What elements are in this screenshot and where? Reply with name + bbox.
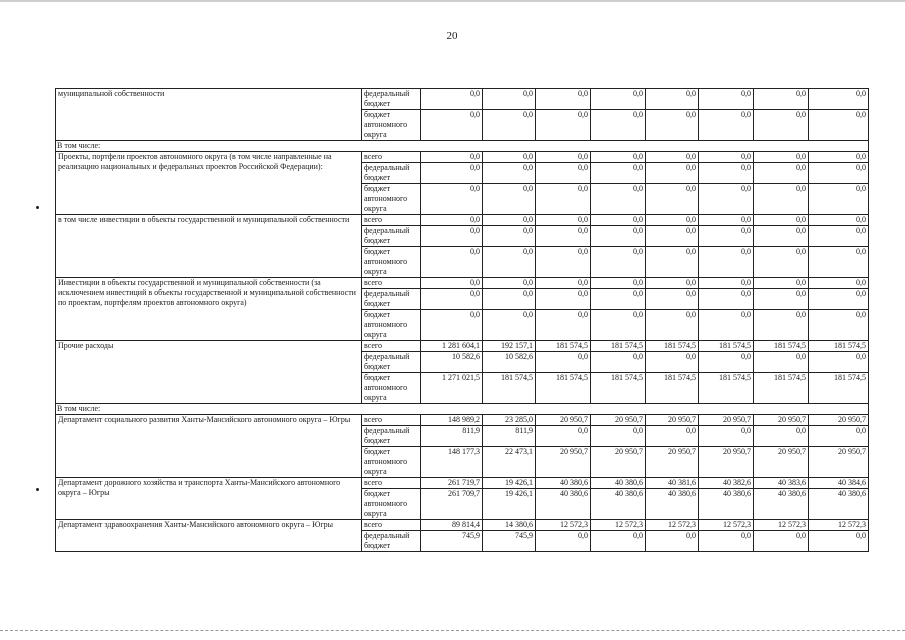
- funding-source: федеральный бюджет: [362, 531, 421, 552]
- value-cell: 40 380,6: [536, 489, 591, 520]
- table-row: [56, 341, 869, 352]
- value-cell: 0,0: [699, 152, 754, 163]
- value-cell: 0,0: [754, 278, 809, 289]
- value-cell: 0,0: [591, 89, 646, 110]
- value-cell: 811,9: [421, 426, 483, 447]
- value-cell: 0,0: [536, 426, 591, 447]
- funding-source: бюджет автономного округа: [362, 110, 421, 141]
- value-cell: 40 383,6: [754, 478, 809, 489]
- value-cell: 40 381,6: [646, 478, 699, 489]
- value-cell: 12 572,3: [646, 520, 699, 531]
- value-cell: 0,0: [809, 184, 869, 215]
- value-cell: 0,0: [646, 278, 699, 289]
- value-cell: 0,0: [646, 247, 699, 278]
- value-cell: 0,0: [646, 426, 699, 447]
- value-cell: 40 384,6: [809, 478, 869, 489]
- value-cell: 0,0: [699, 247, 754, 278]
- value-cell: 0,0: [536, 89, 591, 110]
- value-cell: 0,0: [646, 110, 699, 141]
- value-cell: 0,0: [591, 352, 646, 373]
- value-cell: 0,0: [809, 163, 869, 184]
- funding-source: всего: [362, 341, 421, 352]
- subheader-label: В том числе:: [56, 141, 869, 152]
- value-cell: 0,0: [536, 289, 591, 310]
- value-cell: 0,0: [421, 110, 483, 141]
- value-cell: 0,0: [483, 89, 536, 110]
- value-cell: 0,0: [699, 163, 754, 184]
- value-cell: 0,0: [536, 310, 591, 341]
- value-cell: 0,0: [646, 352, 699, 373]
- value-cell: 0,0: [421, 310, 483, 341]
- value-cell: 20 950,7: [699, 447, 754, 478]
- value-cell: 261 709,7: [421, 489, 483, 520]
- value-cell: 0,0: [754, 163, 809, 184]
- top-border: [0, 0, 905, 2]
- funding-source: федеральный бюджет: [362, 289, 421, 310]
- value-cell: 0,0: [421, 89, 483, 110]
- value-cell: 0,0: [754, 184, 809, 215]
- value-cell: 1 281 604,1: [421, 341, 483, 352]
- value-cell: 0,0: [646, 152, 699, 163]
- funding-source: федеральный бюджет: [362, 226, 421, 247]
- value-cell: 0,0: [699, 215, 754, 226]
- value-cell: 181 574,5: [809, 373, 869, 404]
- value-cell: 40 380,6: [809, 489, 869, 520]
- value-cell: 40 380,6: [591, 478, 646, 489]
- value-cell: 0,0: [754, 215, 809, 226]
- table-row: [56, 520, 869, 531]
- value-cell: 0,0: [809, 426, 869, 447]
- value-cell: 14 380,6: [483, 520, 536, 531]
- funding-source: бюджет автономного округа: [362, 373, 421, 404]
- value-cell: 0,0: [483, 310, 536, 341]
- row-name: муниципальной собственности: [56, 89, 362, 141]
- value-cell: 0,0: [754, 352, 809, 373]
- funding-source: бюджет автономного округа: [362, 247, 421, 278]
- value-cell: 0,0: [483, 289, 536, 310]
- value-cell: 0,0: [536, 247, 591, 278]
- value-cell: 148 989,2: [421, 415, 483, 426]
- value-cell: 20 950,7: [646, 415, 699, 426]
- budget-table: [55, 88, 869, 552]
- value-cell: 0,0: [754, 289, 809, 310]
- value-cell: 0,0: [536, 278, 591, 289]
- value-cell: 181 574,5: [646, 373, 699, 404]
- value-cell: 0,0: [536, 184, 591, 215]
- row-name: Департамент социального развития Ханты-Мансийского автономного округа – Югры: [56, 415, 362, 478]
- value-cell: 89 814,4: [421, 520, 483, 531]
- funding-source: всего: [362, 278, 421, 289]
- value-cell: 0,0: [536, 226, 591, 247]
- value-cell: 181 574,5: [809, 341, 869, 352]
- table-row: [56, 278, 869, 289]
- value-cell: 1 271 021,5: [421, 373, 483, 404]
- value-cell: 0,0: [483, 215, 536, 226]
- value-cell: 0,0: [646, 215, 699, 226]
- value-cell: 0,0: [483, 226, 536, 247]
- value-cell: 40 380,6: [646, 489, 699, 520]
- value-cell: 0,0: [591, 215, 646, 226]
- value-cell: 0,0: [483, 163, 536, 184]
- value-cell: 181 574,5: [591, 341, 646, 352]
- value-cell: 22 473,1: [483, 447, 536, 478]
- value-cell: 0,0: [809, 278, 869, 289]
- value-cell: 20 950,7: [536, 447, 591, 478]
- value-cell: 811,9: [483, 426, 536, 447]
- value-cell: 181 574,5: [699, 373, 754, 404]
- value-cell: 0,0: [809, 531, 869, 552]
- value-cell: 0,0: [699, 110, 754, 141]
- value-cell: 0,0: [809, 289, 869, 310]
- value-cell: 0,0: [421, 289, 483, 310]
- funding-source: всего: [362, 520, 421, 531]
- row-name: Проекты, портфели проектов автономного округа (в том числе направленные на реализацию национальных и федеральных проектов Российской Федерации):: [56, 152, 362, 215]
- value-cell: 20 950,7: [536, 415, 591, 426]
- funding-source: бюджет автономного округа: [362, 489, 421, 520]
- value-cell: 20 950,7: [754, 415, 809, 426]
- value-cell: 0,0: [754, 226, 809, 247]
- value-cell: 12 572,3: [809, 520, 869, 531]
- value-cell: 0,0: [591, 531, 646, 552]
- value-cell: 19 426,1: [483, 478, 536, 489]
- value-cell: 0,0: [754, 531, 809, 552]
- value-cell: 0,0: [591, 426, 646, 447]
- value-cell: 10 582,6: [421, 352, 483, 373]
- margin-dot: [36, 488, 39, 491]
- funding-source: федеральный бюджет: [362, 89, 421, 110]
- row-name: Департамент здравоохранения Ханты-Мансийского автономного округа – Югры: [56, 520, 362, 552]
- value-cell: 0,0: [754, 247, 809, 278]
- value-cell: 0,0: [754, 310, 809, 341]
- value-cell: 181 574,5: [591, 373, 646, 404]
- value-cell: 0,0: [699, 289, 754, 310]
- value-cell: 0,0: [809, 352, 869, 373]
- value-cell: 0,0: [536, 531, 591, 552]
- value-cell: 40 380,6: [536, 478, 591, 489]
- value-cell: 0,0: [646, 310, 699, 341]
- value-cell: 0,0: [591, 226, 646, 247]
- value-cell: 181 574,5: [646, 341, 699, 352]
- value-cell: 0,0: [421, 215, 483, 226]
- value-cell: 0,0: [536, 352, 591, 373]
- funding-source: бюджет автономного округа: [362, 184, 421, 215]
- value-cell: 12 572,3: [699, 520, 754, 531]
- value-cell: 0,0: [646, 184, 699, 215]
- value-cell: 0,0: [421, 247, 483, 278]
- value-cell: 0,0: [483, 247, 536, 278]
- value-cell: 0,0: [699, 278, 754, 289]
- value-cell: 181 574,5: [699, 341, 754, 352]
- funding-source: всего: [362, 415, 421, 426]
- value-cell: 20 950,7: [754, 447, 809, 478]
- value-cell: 40 380,6: [754, 489, 809, 520]
- value-cell: 0,0: [483, 110, 536, 141]
- value-cell: 0,0: [754, 426, 809, 447]
- value-cell: 20 950,7: [591, 447, 646, 478]
- value-cell: 0,0: [809, 226, 869, 247]
- value-cell: 12 572,3: [536, 520, 591, 531]
- funding-source: бюджет автономного округа: [362, 310, 421, 341]
- value-cell: 0,0: [591, 110, 646, 141]
- value-cell: 0,0: [536, 152, 591, 163]
- funding-source: федеральный бюджет: [362, 352, 421, 373]
- value-cell: 0,0: [699, 426, 754, 447]
- value-cell: 181 574,5: [754, 341, 809, 352]
- value-cell: 181 574,5: [754, 373, 809, 404]
- value-cell: 0,0: [421, 152, 483, 163]
- value-cell: 0,0: [421, 226, 483, 247]
- value-cell: 0,0: [591, 163, 646, 184]
- value-cell: 12 572,3: [754, 520, 809, 531]
- value-cell: 20 950,7: [591, 415, 646, 426]
- value-cell: 0,0: [809, 89, 869, 110]
- value-cell: 0,0: [646, 163, 699, 184]
- funding-source: всего: [362, 478, 421, 489]
- value-cell: 20 950,7: [646, 447, 699, 478]
- subheader-label: В том числе:: [56, 404, 869, 415]
- row-name: в том числе инвестиции в объекты государственной и муниципальной собственности: [56, 215, 362, 278]
- value-cell: 0,0: [809, 247, 869, 278]
- value-cell: 0,0: [699, 184, 754, 215]
- value-cell: 0,0: [809, 310, 869, 341]
- value-cell: 0,0: [536, 163, 591, 184]
- value-cell: 0,0: [421, 278, 483, 289]
- value-cell: 0,0: [809, 152, 869, 163]
- value-cell: 20 950,7: [699, 415, 754, 426]
- value-cell: 0,0: [699, 89, 754, 110]
- value-cell: 0,0: [483, 152, 536, 163]
- row-name: Инвестиции в объекты государственной и муниципальной собственности (за исключением инвестиций в объекты государственной и муниципальной собственности по проектам, портфелям проектов автономного округа): [56, 278, 362, 341]
- subheader-row: [56, 141, 869, 152]
- value-cell: 0,0: [809, 215, 869, 226]
- value-cell: 0,0: [483, 278, 536, 289]
- value-cell: 20 950,7: [809, 447, 869, 478]
- value-cell: 0,0: [699, 226, 754, 247]
- subheader-row: [56, 404, 869, 415]
- value-cell: 12 572,3: [591, 520, 646, 531]
- value-cell: 181 574,5: [536, 341, 591, 352]
- table-row: [56, 478, 869, 489]
- table-row: [56, 89, 869, 110]
- value-cell: 10 582,6: [483, 352, 536, 373]
- value-cell: 0,0: [646, 89, 699, 110]
- value-cell: 0,0: [754, 152, 809, 163]
- row-name: Прочие расходы: [56, 341, 362, 404]
- row-name: Департамент дорожного хозяйства и транспорта Ханты-Мансийского автономного округа – Югры: [56, 478, 362, 520]
- value-cell: 148 177,3: [421, 447, 483, 478]
- table-row: [56, 215, 869, 226]
- value-cell: 0,0: [536, 215, 591, 226]
- value-cell: 0,0: [699, 352, 754, 373]
- value-cell: 0,0: [591, 184, 646, 215]
- value-cell: 0,0: [699, 310, 754, 341]
- value-cell: 0,0: [646, 531, 699, 552]
- value-cell: 0,0: [536, 110, 591, 141]
- value-cell: 0,0: [646, 289, 699, 310]
- funding-source: бюджет автономного округа: [362, 447, 421, 478]
- value-cell: 20 950,7: [809, 415, 869, 426]
- value-cell: 0,0: [646, 226, 699, 247]
- value-cell: 745,9: [483, 531, 536, 552]
- funding-source: всего: [362, 215, 421, 226]
- value-cell: 23 285,0: [483, 415, 536, 426]
- value-cell: 0,0: [754, 110, 809, 141]
- value-cell: 0,0: [699, 531, 754, 552]
- funding-source: всего: [362, 152, 421, 163]
- value-cell: 0,0: [591, 247, 646, 278]
- value-cell: 0,0: [421, 163, 483, 184]
- value-cell: 0,0: [754, 89, 809, 110]
- value-cell: 261 719,7: [421, 478, 483, 489]
- value-cell: 0,0: [809, 110, 869, 141]
- value-cell: 745,9: [421, 531, 483, 552]
- funding-source: федеральный бюджет: [362, 163, 421, 184]
- value-cell: 0,0: [483, 184, 536, 215]
- value-cell: 0,0: [591, 152, 646, 163]
- value-cell: 19 426,1: [483, 489, 536, 520]
- value-cell: 192 157,1: [483, 341, 536, 352]
- bottom-border: [0, 630, 905, 631]
- value-cell: 0,0: [591, 289, 646, 310]
- value-cell: 181 574,5: [536, 373, 591, 404]
- value-cell: 181 574,5: [483, 373, 536, 404]
- margin-dot: [36, 206, 39, 209]
- funding-source: федеральный бюджет: [362, 426, 421, 447]
- value-cell: 0,0: [421, 184, 483, 215]
- value-cell: 40 380,6: [699, 489, 754, 520]
- value-cell: 40 382,6: [699, 478, 754, 489]
- value-cell: 40 380,6: [591, 489, 646, 520]
- value-cell: 0,0: [591, 278, 646, 289]
- table-row: [56, 415, 869, 426]
- table-body: [56, 89, 869, 552]
- page-number: 20: [446, 30, 458, 42]
- value-cell: 0,0: [591, 310, 646, 341]
- table-row: [56, 152, 869, 163]
